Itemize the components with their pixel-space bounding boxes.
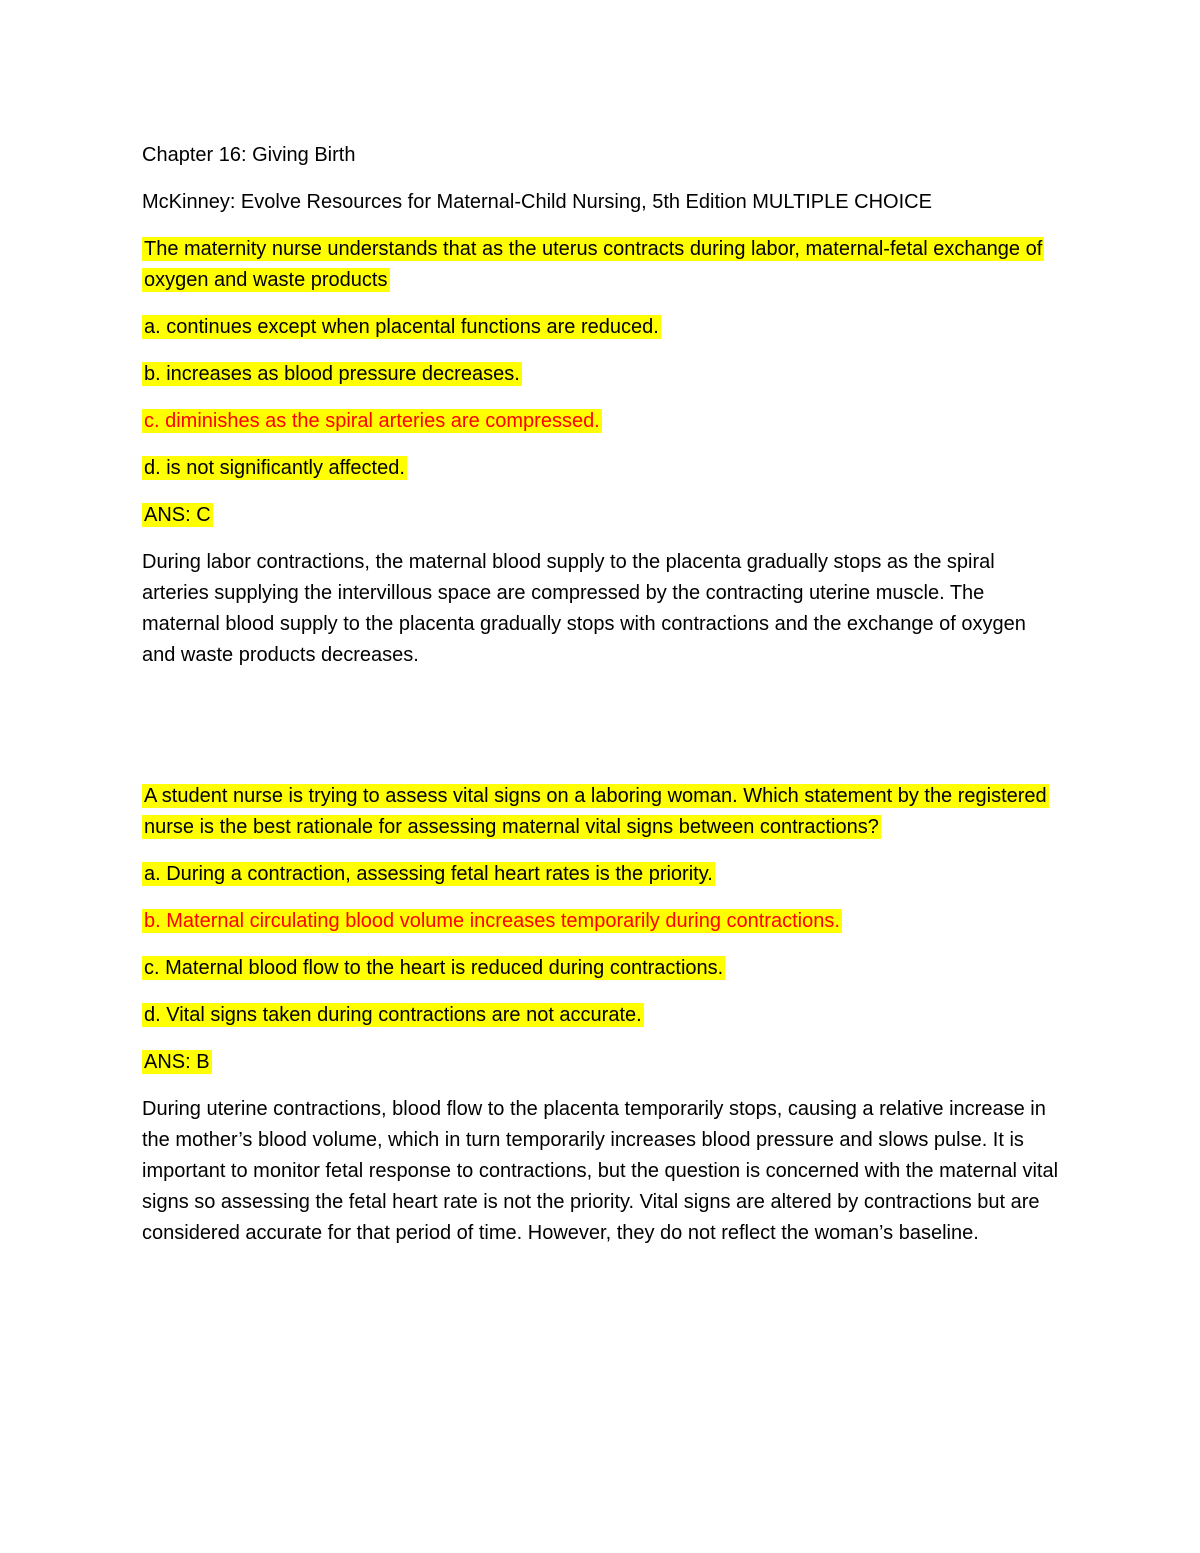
question-1	[142, 234, 1062, 671]
option-c: c. Maternal blood flow to the heart is reduced during contractions.	[144, 957, 724, 979]
option-d: d. is not significantly affected.	[144, 457, 405, 479]
question-stem: The maternity nurse understands that as the uterus contracts during labor, maternal-fetal exchange of oxygen and waste products	[144, 238, 1043, 291]
option-c-correct: c. diminishes as the spiral arteries are compressed.	[144, 410, 600, 432]
question-2	[142, 781, 1062, 1249]
answer-key: ANS: C	[144, 504, 211, 526]
document-page	[142, 140, 1062, 1249]
option-b-correct: b. Maternal circulating blood volume increases temporarily during contractions.	[144, 910, 840, 932]
spacer	[142, 671, 1062, 781]
option-a: a. During a contraction, assessing fetal heart rates is the priority.	[144, 863, 713, 885]
option-d: d. Vital signs taken during contractions are not accurate.	[144, 1004, 642, 1026]
option-a: a. continues except when placental functions are reduced.	[144, 316, 659, 338]
chapter-title: Chapter 16: Giving Birth	[142, 144, 356, 166]
option-b: b. increases as blood pressure decreases.	[144, 363, 520, 385]
question-stem: A student nurse is trying to assess vital signs on a laboring woman. Which statement by the registered nurse is the best rationale for assessing maternal vital signs between contractions?	[144, 785, 1047, 838]
answer-key: ANS: B	[144, 1051, 210, 1073]
book-subtitle: McKinney: Evolve Resources for Maternal-Child Nursing, 5th Edition MULTIPLE CHOICE	[142, 191, 932, 213]
rationale: During uterine contractions, blood flow to the placenta temporarily stops, causing a relative increase in the mother’s blood volume, which in turn temporarily increases blood pressure and slows pulse. It is important to monitor fetal response to contractions, but the question is concerned with the maternal vital signs so assessing the fetal heart rate is not the priority. Vital signs are altered by contractions but are considered accurate for that period of time. However, they do not reflect the woman’s baseline.	[142, 1098, 1059, 1244]
rationale: During labor contractions, the maternal blood supply to the placenta gradually stops as the spiral arteries supplying the intervillous space are compressed by the contracting uterine muscle. The maternal blood supply to the placenta gradually stops with contractions and the exchange of oxygen and waste products decreases.	[142, 551, 1026, 666]
